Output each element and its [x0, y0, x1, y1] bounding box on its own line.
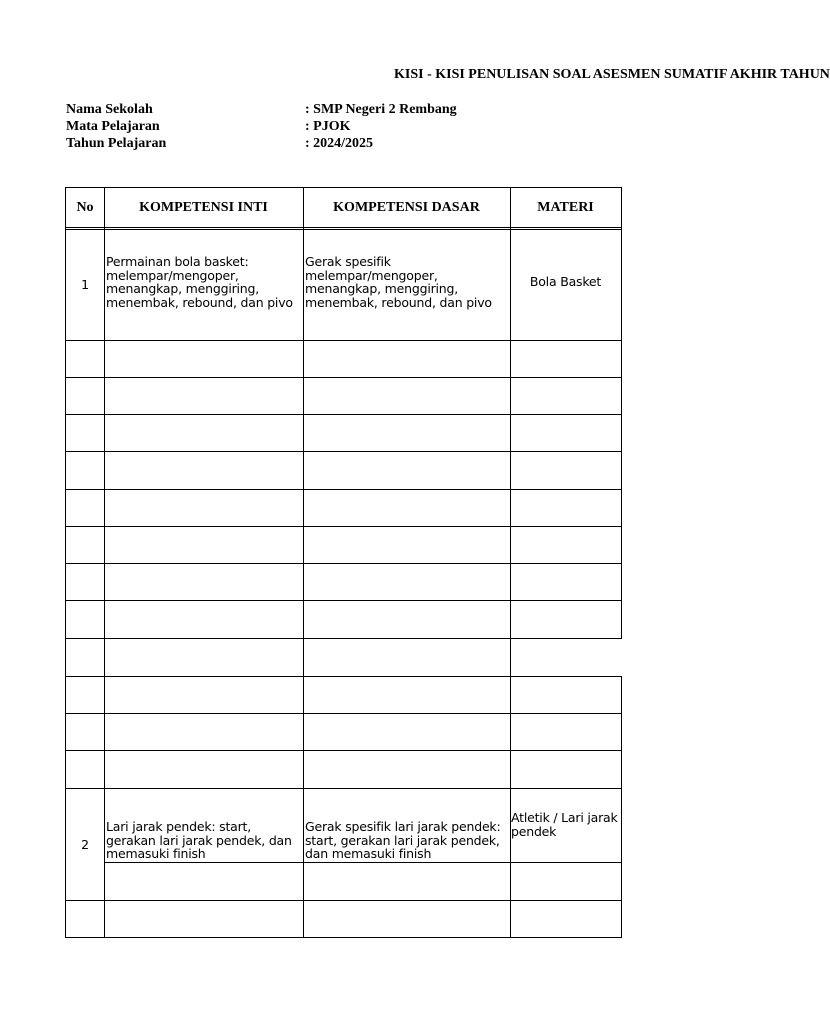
- grid-line: [621, 676, 622, 938]
- grid-line: [104, 862, 622, 863]
- row-1-kompetensi-dasar: Gerak spesifik melempar/mengoper, menangkap, menggiring, menembak, rebound, dan pivo: [305, 254, 492, 310]
- grid-line: [65, 600, 622, 601]
- row-1-materi: Bola Basket: [529, 274, 602, 289]
- subject-label: Mata Pelajaran: [66, 119, 160, 134]
- school-value: : SMP Negeri 2 Rembang: [305, 102, 457, 117]
- grid-line: [65, 676, 622, 677]
- grid-line: [510, 187, 511, 938]
- row-2-materi: Atletik / Lari jarak pendek: [511, 810, 618, 839]
- header-no: No: [76, 200, 94, 215]
- grid-line: [65, 377, 622, 378]
- grid-line: [65, 340, 622, 341]
- school-label: Nama Sekolah: [66, 102, 153, 117]
- year-label: Tahun Pelajaran: [66, 136, 167, 151]
- grid-line: [104, 187, 105, 938]
- row-1-no: 1: [81, 276, 89, 292]
- grid-line: [65, 187, 622, 188]
- grid-line: [65, 229, 622, 230]
- header-materi: MATERI: [537, 200, 594, 215]
- grid-line: [303, 187, 304, 938]
- grid-line: [65, 187, 66, 938]
- grid-line: [65, 227, 622, 228]
- grid-line: [65, 526, 622, 527]
- grid-line: [65, 900, 622, 901]
- grid-line: [65, 937, 622, 938]
- subject-value: : PJOK: [305, 119, 351, 134]
- grid-line: [65, 713, 622, 714]
- document-title: KISI - KISI PENULISAN SOAL ASESMEN SUMATIF AKHIR TAHUN: [394, 67, 830, 82]
- year-value: : 2024/2025: [305, 136, 374, 151]
- grid-line: [65, 489, 622, 490]
- row-2-kompetensi-inti: Lari jarak pendek: start, gerakan lari jarak pendek, dan memasuki finish: [106, 819, 292, 861]
- grid-line: [621, 187, 622, 639]
- grid-line: [65, 414, 622, 415]
- row-1-kompetensi-inti: Permainan bola basket: melempar/mengoper, menangkap, menggiring, menembak, rebound, dan pivo: [106, 254, 293, 310]
- grid-line: [65, 750, 622, 751]
- grid-line: [65, 638, 622, 639]
- grid-line: [65, 563, 622, 564]
- header-kompetensi-inti: KOMPETENSI INTI: [139, 200, 268, 215]
- row-2-kompetensi-dasar: Gerak spesifik lari jarak pendek: start, gerakan lari jarak pendek, dan memasuki finish: [305, 819, 501, 861]
- row-2-no: 2: [81, 836, 89, 852]
- header-kompetensi-dasar: KOMPETENSI DASAR: [333, 200, 480, 215]
- grid-line: [65, 451, 622, 452]
- grid-line: [65, 788, 622, 789]
